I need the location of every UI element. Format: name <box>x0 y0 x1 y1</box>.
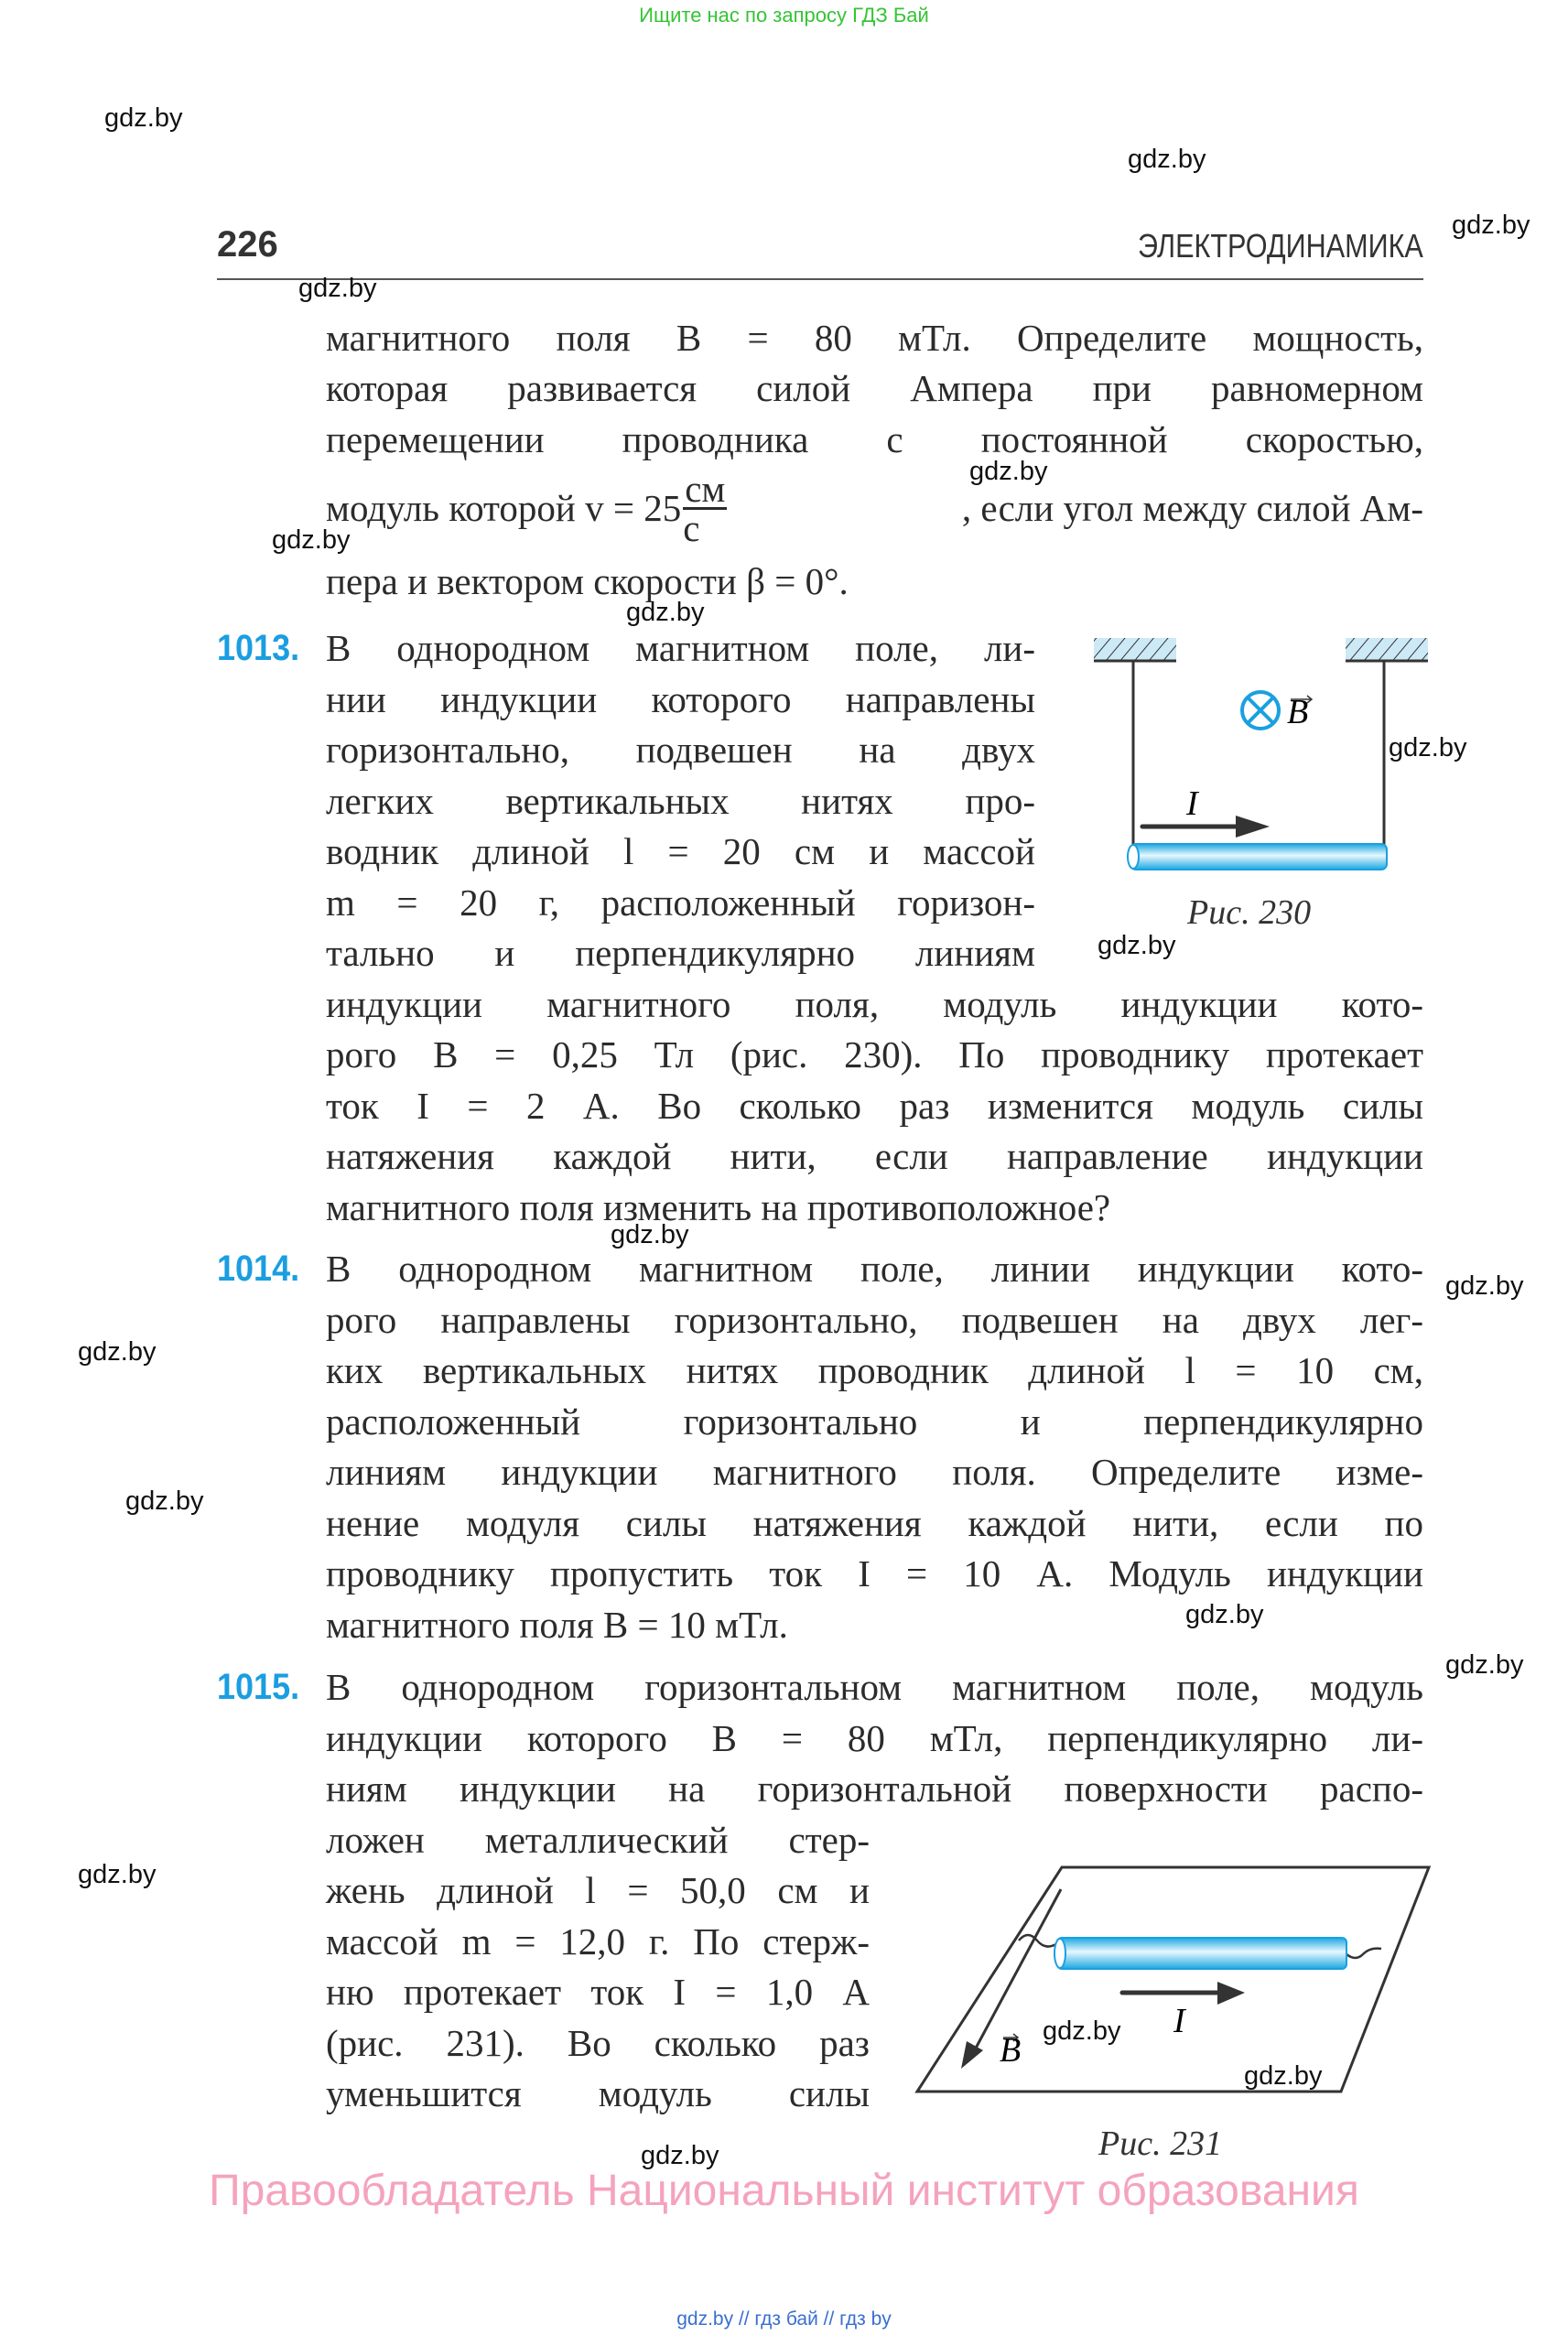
wire-right <box>1346 1949 1381 1958</box>
problem-text-line: индукции магнитного поля, модуль индукции кото- <box>326 982 1423 1025</box>
watermark: gdz.by <box>641 2141 719 2170</box>
watermark: gdz.by <box>1185 1600 1264 1629</box>
text-segment: модуль которой v = 25 <box>326 487 682 529</box>
field-into-page-icon <box>1242 692 1279 729</box>
problem-text-line: водник длиной l = 20 см и массой <box>326 830 1035 872</box>
watermark: gdz.by <box>1389 733 1467 762</box>
problem-number: 1013. <box>217 628 300 668</box>
text-line: магнитного поля B = 80 мТл. Определите мощность, <box>326 317 1423 359</box>
search-banner[interactable]: Ищите нас по запросу ГДЗ Бай <box>639 4 929 27</box>
field-label: B <box>1000 2031 1022 2070</box>
problem-text-line: ких вертикальных нитях проводник длиной l = 10 см, <box>326 1349 1423 1391</box>
watermark: gdz.by <box>1098 931 1176 960</box>
current-label: I <box>1173 2002 1185 2040</box>
problem-text-line: массой m = 12,0 г. По стерж- <box>326 1919 870 1962</box>
problem-number: 1015. <box>217 1667 300 1707</box>
problem-text-line: нии индукции которого направлены <box>326 677 1035 720</box>
problem-text-line: В однородном магнитном поле, ли- <box>326 627 1035 669</box>
section-title: ЭЛЕКТРОДИНАМИКА <box>1138 227 1423 265</box>
text-line: пера и вектором скорости β = 0°. <box>326 560 849 602</box>
figure-230-caption: Рис. 230 <box>1187 893 1312 932</box>
problem-text-line: В однородном магнитном поле, линии индукции кото- <box>326 1248 1423 1290</box>
problem-text-line: рого B = 0,25 Тл (рис. 230). По проводнику протекает <box>326 1033 1423 1076</box>
copyright-notice: Правообладатель Национальный институт образования <box>209 2167 1359 2215</box>
problem-text-line: рого направлены горизонтально, подвешен на двух лег- <box>326 1298 1423 1341</box>
problem-text-line: натяжения каждой нити, если направление индукции <box>326 1135 1423 1177</box>
problem-text-line: ложен металлический стер- <box>326 1818 870 1861</box>
problem-text-line: ток I = 2 А. Во сколько раз изменится модуль силы <box>326 1084 1423 1127</box>
problem-text-line: легких вертикальных нитях про- <box>326 779 1035 822</box>
problem-text-line: горизонтально, подвешен на двух <box>326 729 1035 771</box>
surface-plane <box>917 1867 1429 2092</box>
current-arrow <box>1142 816 1270 838</box>
watermark: gdz.by <box>272 525 351 555</box>
text-line: которая развивается силой Ампера при равномерном <box>326 367 1423 409</box>
watermark: gdz.by <box>626 598 705 627</box>
watermark: gdz.by <box>1452 211 1530 240</box>
problem-text-line: индукции которого B = 80 мТл, перпендикулярно ли- <box>326 1716 1423 1759</box>
watermark: gdz.by <box>1043 2016 1121 2046</box>
problem-text-line: уменьшится модуль силы <box>326 2072 870 2114</box>
problem-text-line: магнитного поля B = 10 мТл. <box>326 1603 788 1646</box>
problem-text-line: В однородном горизонтальном магнитном поле, модуль <box>326 1666 1423 1708</box>
wire-left <box>1019 1935 1059 1947</box>
ceiling-right <box>1346 638 1428 661</box>
problem-text-line: проводнику пропустить ток I = 10 А. Модуль индукции <box>326 1552 1423 1595</box>
watermark: gdz.by <box>78 1860 157 1889</box>
metal-rod <box>1054 1938 1346 1969</box>
watermark: gdz.by <box>125 1487 204 1516</box>
problem-text-line: магнитного поля изменить на противоположное? <box>326 1185 1111 1228</box>
watermark: gdz.by <box>78 1337 157 1367</box>
watermark: gdz.by <box>611 1220 689 1249</box>
watermark: gdz.by <box>298 274 377 303</box>
footer-links[interactable]: gdz.by // гдз бай // гдз by <box>676 2308 892 2330</box>
figure-231-caption: Рис. 231 <box>1098 2124 1223 2163</box>
page-number: 226 <box>217 224 278 265</box>
problem-text-line: ню протекает ток I = 1,0 А <box>326 1971 870 2013</box>
problem-text-line: жень длиной l = 50,0 см и <box>326 1869 870 1911</box>
header-divider <box>217 278 1423 280</box>
fraction-denominator: с <box>683 506 700 549</box>
problem-text-line: линиям индукции магнитного поля. Определите изме- <box>326 1451 1423 1493</box>
watermark: gdz.by <box>1128 145 1206 174</box>
figure-231 <box>906 1849 1455 2105</box>
fraction-numerator: см <box>685 467 726 510</box>
problem-number: 1014. <box>217 1249 300 1289</box>
field-label: B <box>1287 693 1309 731</box>
current-label: I <box>1186 784 1198 823</box>
problem-text-line: (рис. 231). Во сколько раз <box>326 2021 870 2064</box>
watermark: gdz.by <box>1244 2061 1323 2091</box>
ceiling-left <box>1094 638 1176 661</box>
watermark: gdz.by <box>969 457 1048 486</box>
watermark: gdz.by <box>104 103 183 133</box>
watermark: gdz.by <box>1445 1271 1524 1301</box>
problem-text-line: m = 20 г, расположенный горизон- <box>326 881 1035 924</box>
velocity-fraction <box>683 467 727 549</box>
problem-text-line: тально и перпендикулярно линиям <box>326 932 1035 974</box>
text-segment: , если угол между силой Ам- <box>961 487 1423 529</box>
problem-text-line: нение модуля силы натяжения каждой нити, если по <box>326 1501 1423 1544</box>
conductor-rod <box>1128 844 1387 870</box>
watermark: gdz.by <box>1445 1650 1524 1680</box>
problem-text-line: расположенный горизонтально и перпендикулярно <box>326 1400 1423 1443</box>
problem-text-line: ниям индукции на горизонтальной поверхности распо- <box>326 1768 1423 1810</box>
text-line: перемещении проводника с постоянной скоростью, <box>326 418 1423 460</box>
